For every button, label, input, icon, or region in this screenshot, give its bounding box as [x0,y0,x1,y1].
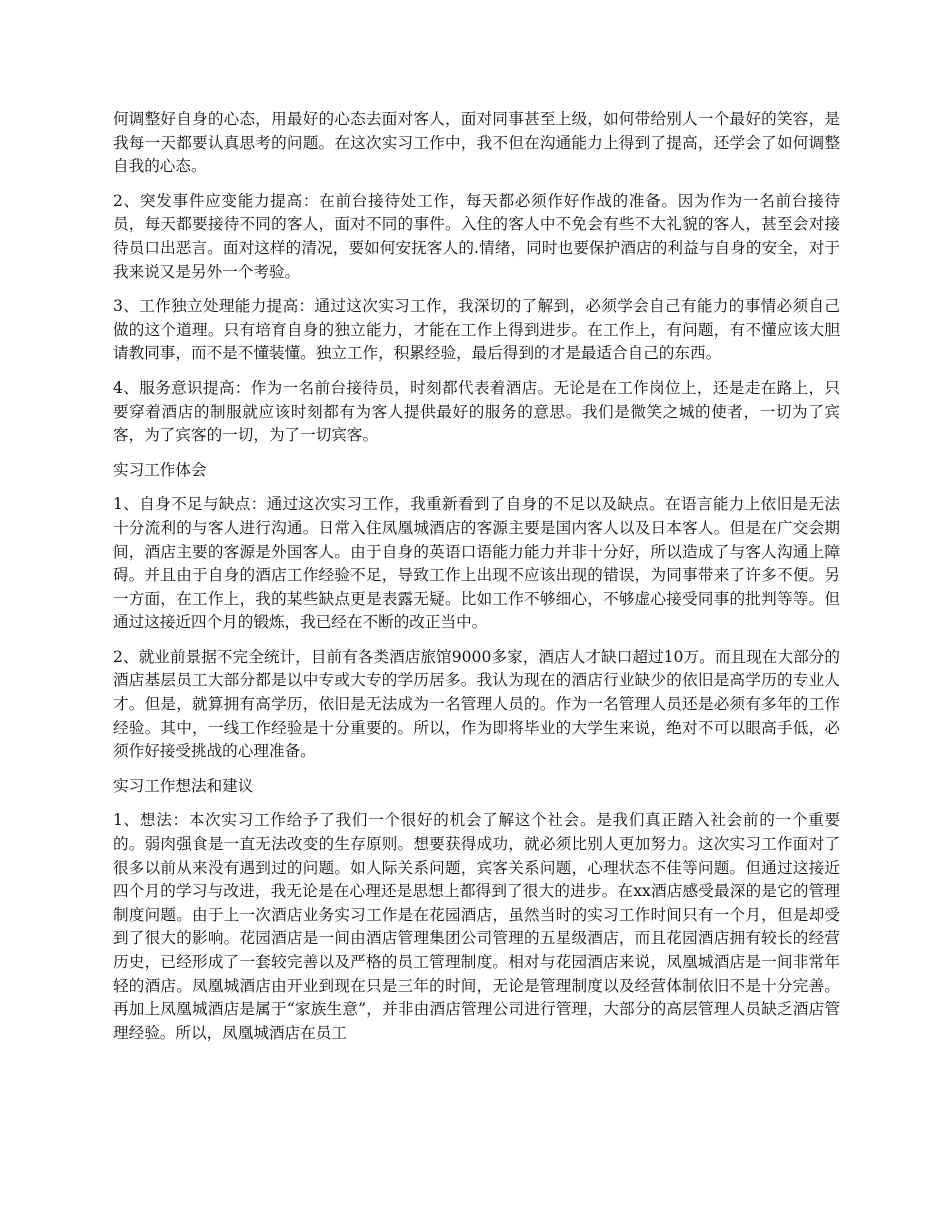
paragraph-mindset: 何调整好自身的心态，用最好的心态去面对客人，面对同事甚至上级，如何带给别人一个最好的笑容，是我每一天都要认真思考的问题。在这次实习工作中，我不但在沟通能力上得到了提高，还学会了如何调整自我的心态。 [113,110,840,176]
paragraph-employment-outlook: 2、就业前景据不完全统计，目前有各类酒店旅馆9000多家，酒店人才缺口超过10万。而且现在大部分的酒店基层员工大部分都是以中专或大专的学历居多。我认为现在的酒店行业缺少的依旧是高学历的专业人才。但是，就算拥有高学历，依旧是无法成为一名管理人员的。作为一名管理人员还是必须有多年的工作经验。其中，一线工作经验是十分重要的。所以，作为即将毕业的大学生来说，绝对不可以眼高手低，必须作好接受挑战的心理准备。 [113,647,840,761]
paragraph-thoughts: 1、想法：本次实习工作给予了我们一个很好的机会了解这个社会。是我们真正踏入社会前的一个重要的。弱肉强食是一直无法改变的生存原则。想要获得成功，就必须比别人更加努力。这次实习工作面对了很多以前从来没有遇到过的问题。如人际关系问题，宾客关系问题，心理状态不佳等问题。但通过这接近四个月的学习与改进，我无论是在心理还是思想上都得到了很大的进步。在xx酒店感受最深的是它的管理制度问题。由于上一次酒店业务实习工作是在花园酒店，虽然当时的实习工作时间只有一个月，但是却受到了很大的影响。花园酒店是一间由酒店管理集团公司管理的五星级酒店，而且花园酒店拥有较长的经营历史，已经形成了一套较完善以及严格的员工管理制度。相对与花园酒店来说，凤凰城酒店是一间非常年轻的酒店。凤凰城酒店由开业到现在只是三年的时间，无论是管理制度以及经营体制依旧不是十分完善。再加上凤凰城酒店是属于“家族生意”，并非由酒店管理公司进行管理，大部分的高层管理人员缺乏酒店管理经验。所以，凤凰城酒店在员工 [113,811,840,1042]
paragraph-shortcomings: 1、自身不足与缺点：通过这次实习工作，我重新看到了自身的不足以及缺点。在语言能力上依旧是无法十分流利的与客人进行沟通。日常入住凤凰城酒店的客源主要是国内客人以及日本客人。但是在广交会期间，酒店主要的客源是外国客人。由于自身的英语口语能力能力并非十分好，所以造成了与客人沟通上障碍。并且由于自身的酒店工作经验不足，导致工作上出现不应该出现的错误，为同事带来了许多不便。另一方面，在工作上，我的某些缺点更是表露无疑。比如工作不够细心，不够虚心接受同事的批判等等。但通过这接近四个月的锻炼，我已经在不断的改正当中。 [113,495,840,632]
paragraph-service-awareness: 4、服务意识提高：作为一名前台接待员，时刻都代表着酒店。无论是在工作岗位上，还是走在路上，只要穿着酒店的制服就应该时刻都有为客人提供最好的服务的意思。我们是微笑之城的使者，一切为了宾客，为了宾客的一切，为了一切宾客。 [113,378,840,445]
section-heading-experience: 实习工作体会 [113,460,207,479]
document-body [113,108,840,1056]
paragraph-emergency-response: 2、突发事件应变能力提高：在前台接待处工作，每天都必须作好作战的准备。因为作为一名前台接待员，每天都要接待不同的客人，面对不同的事件。入住的客人中不免会有些不大礼貌的客人，甚至会对接待员口出恶言。面对这样的清况，要如何安抚客人的.情绪，同时也要保护酒店的利益与自身的安全，对于我来说又是另外一个考验。 [113,191,840,281]
section-heading-suggestions: 实习工作想法和建议 [113,776,254,795]
paragraph-independent-work: 3、工作独立处理能力提高：通过这次实习工作，我深切的了解到，必须学会自己有能力的事情必须自己做的这个道理。只有培育自身的独立能力，才能在工作上得到进步。在工作上，有问题，有不懂应该大胆请教同事，而不是不懂装懂。独立工作，积累经验，最后得到的才是最适合自己的东西。 [113,297,840,363]
